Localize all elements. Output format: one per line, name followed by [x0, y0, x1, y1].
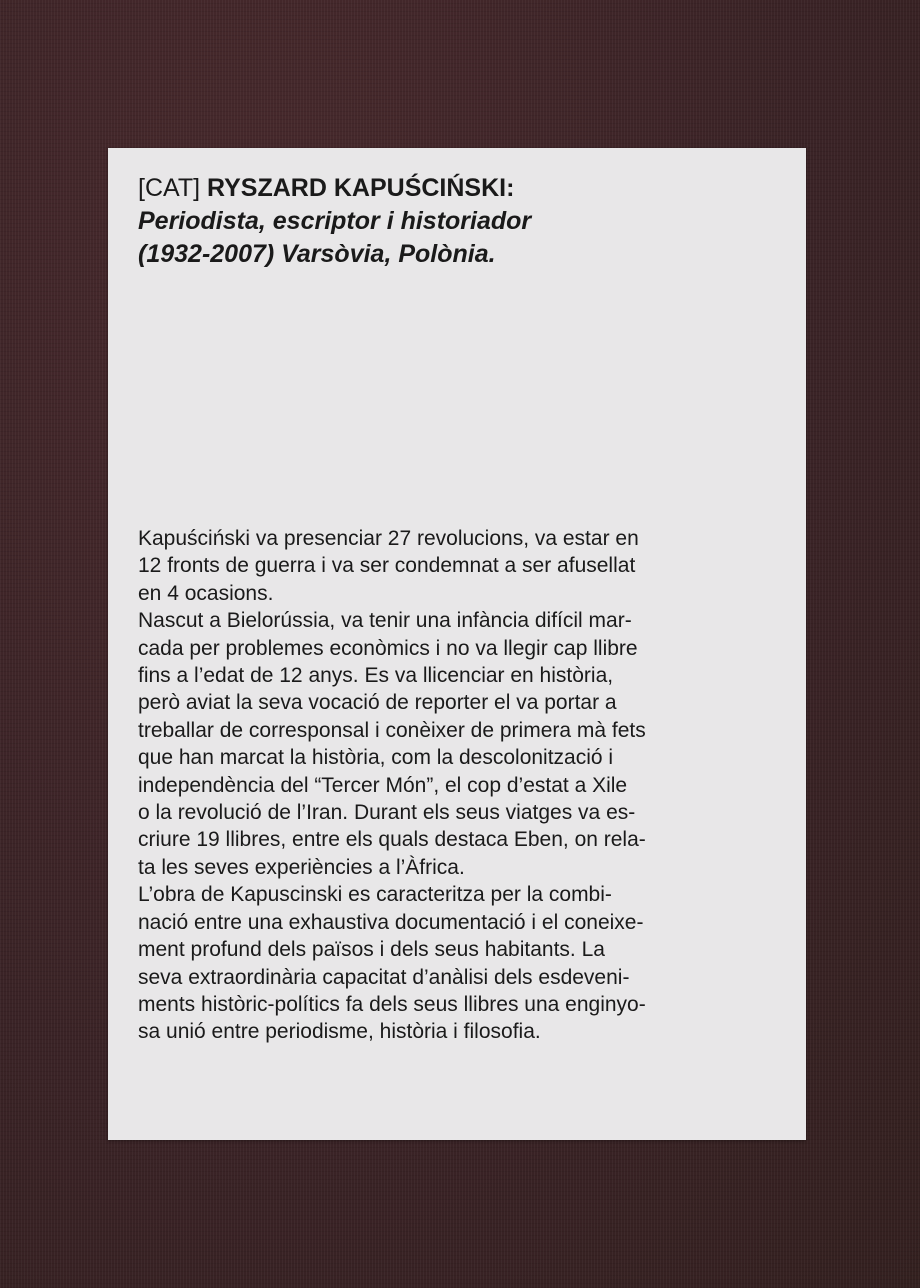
text-line: Kapuściński va presenciar 27 revolucions, va estar en [138, 527, 639, 550]
text-line: L’obra de Kapuscinski es caracteritza per la combi- [138, 883, 612, 907]
subtitle-dates-place: (1932-2007) Varsòvia, Polònia. [138, 240, 496, 268]
person-name: RYSZARD KAPUŚCIŃSKI: [207, 174, 515, 202]
biography-text [138, 525, 788, 1046]
text-line: criure 19 llibres, entre els quals destaca Eben, on rela- [138, 828, 646, 852]
paragraph [138, 607, 788, 881]
text-line: en 4 ocasions. [138, 581, 274, 605]
text-line: 12 fronts de guerra i va ser condemnat a ser afusellat [138, 554, 636, 578]
subtitle-profession: Periodista, escriptor i historiador [138, 207, 532, 235]
text-line: ments històric-polítics fa dels seus llibres una enginyo- [138, 992, 646, 1016]
text-line: nació entre una exhaustiva documentació i el coneixe- [138, 910, 644, 934]
text-line: o la revolució de l’Iran. Durant els seus viatges va es- [138, 801, 636, 825]
paragraph [138, 881, 788, 1045]
text-line: que han marcat la història, com la descolonització i [138, 746, 614, 770]
language-tag: [CAT] [138, 174, 201, 202]
text-line: independència del “Tercer Món”, el cop d’estat a Xile [138, 773, 628, 797]
info-card [108, 148, 806, 1140]
text-line: cada per problemes econòmics i no va llegir cap llibre [138, 636, 638, 660]
text-line: seva extraordinària capacitat d’anàlisi dels esdeveni- [138, 965, 630, 989]
text-line: treballar de corresponsal i conèixer de primera mà fets [138, 718, 646, 742]
text-line: fins a l’edat de 12 anys. Es va llicenciar en història, [138, 664, 614, 688]
text-line: però aviat la seva vocació de reporter el va portar a [138, 691, 617, 715]
card-header [138, 172, 778, 271]
paragraph [138, 525, 788, 607]
text-line: ment profund dels països i dels seus habitants. La [138, 938, 605, 962]
text-line: sa unió entre periodisme, història i filosofia. [138, 1020, 541, 1044]
text-line: ta les seves experiències a l’Àfrica. [138, 855, 465, 879]
text-line: Nascut a Bielorússia, va tenir una infància difícil mar- [138, 609, 632, 633]
